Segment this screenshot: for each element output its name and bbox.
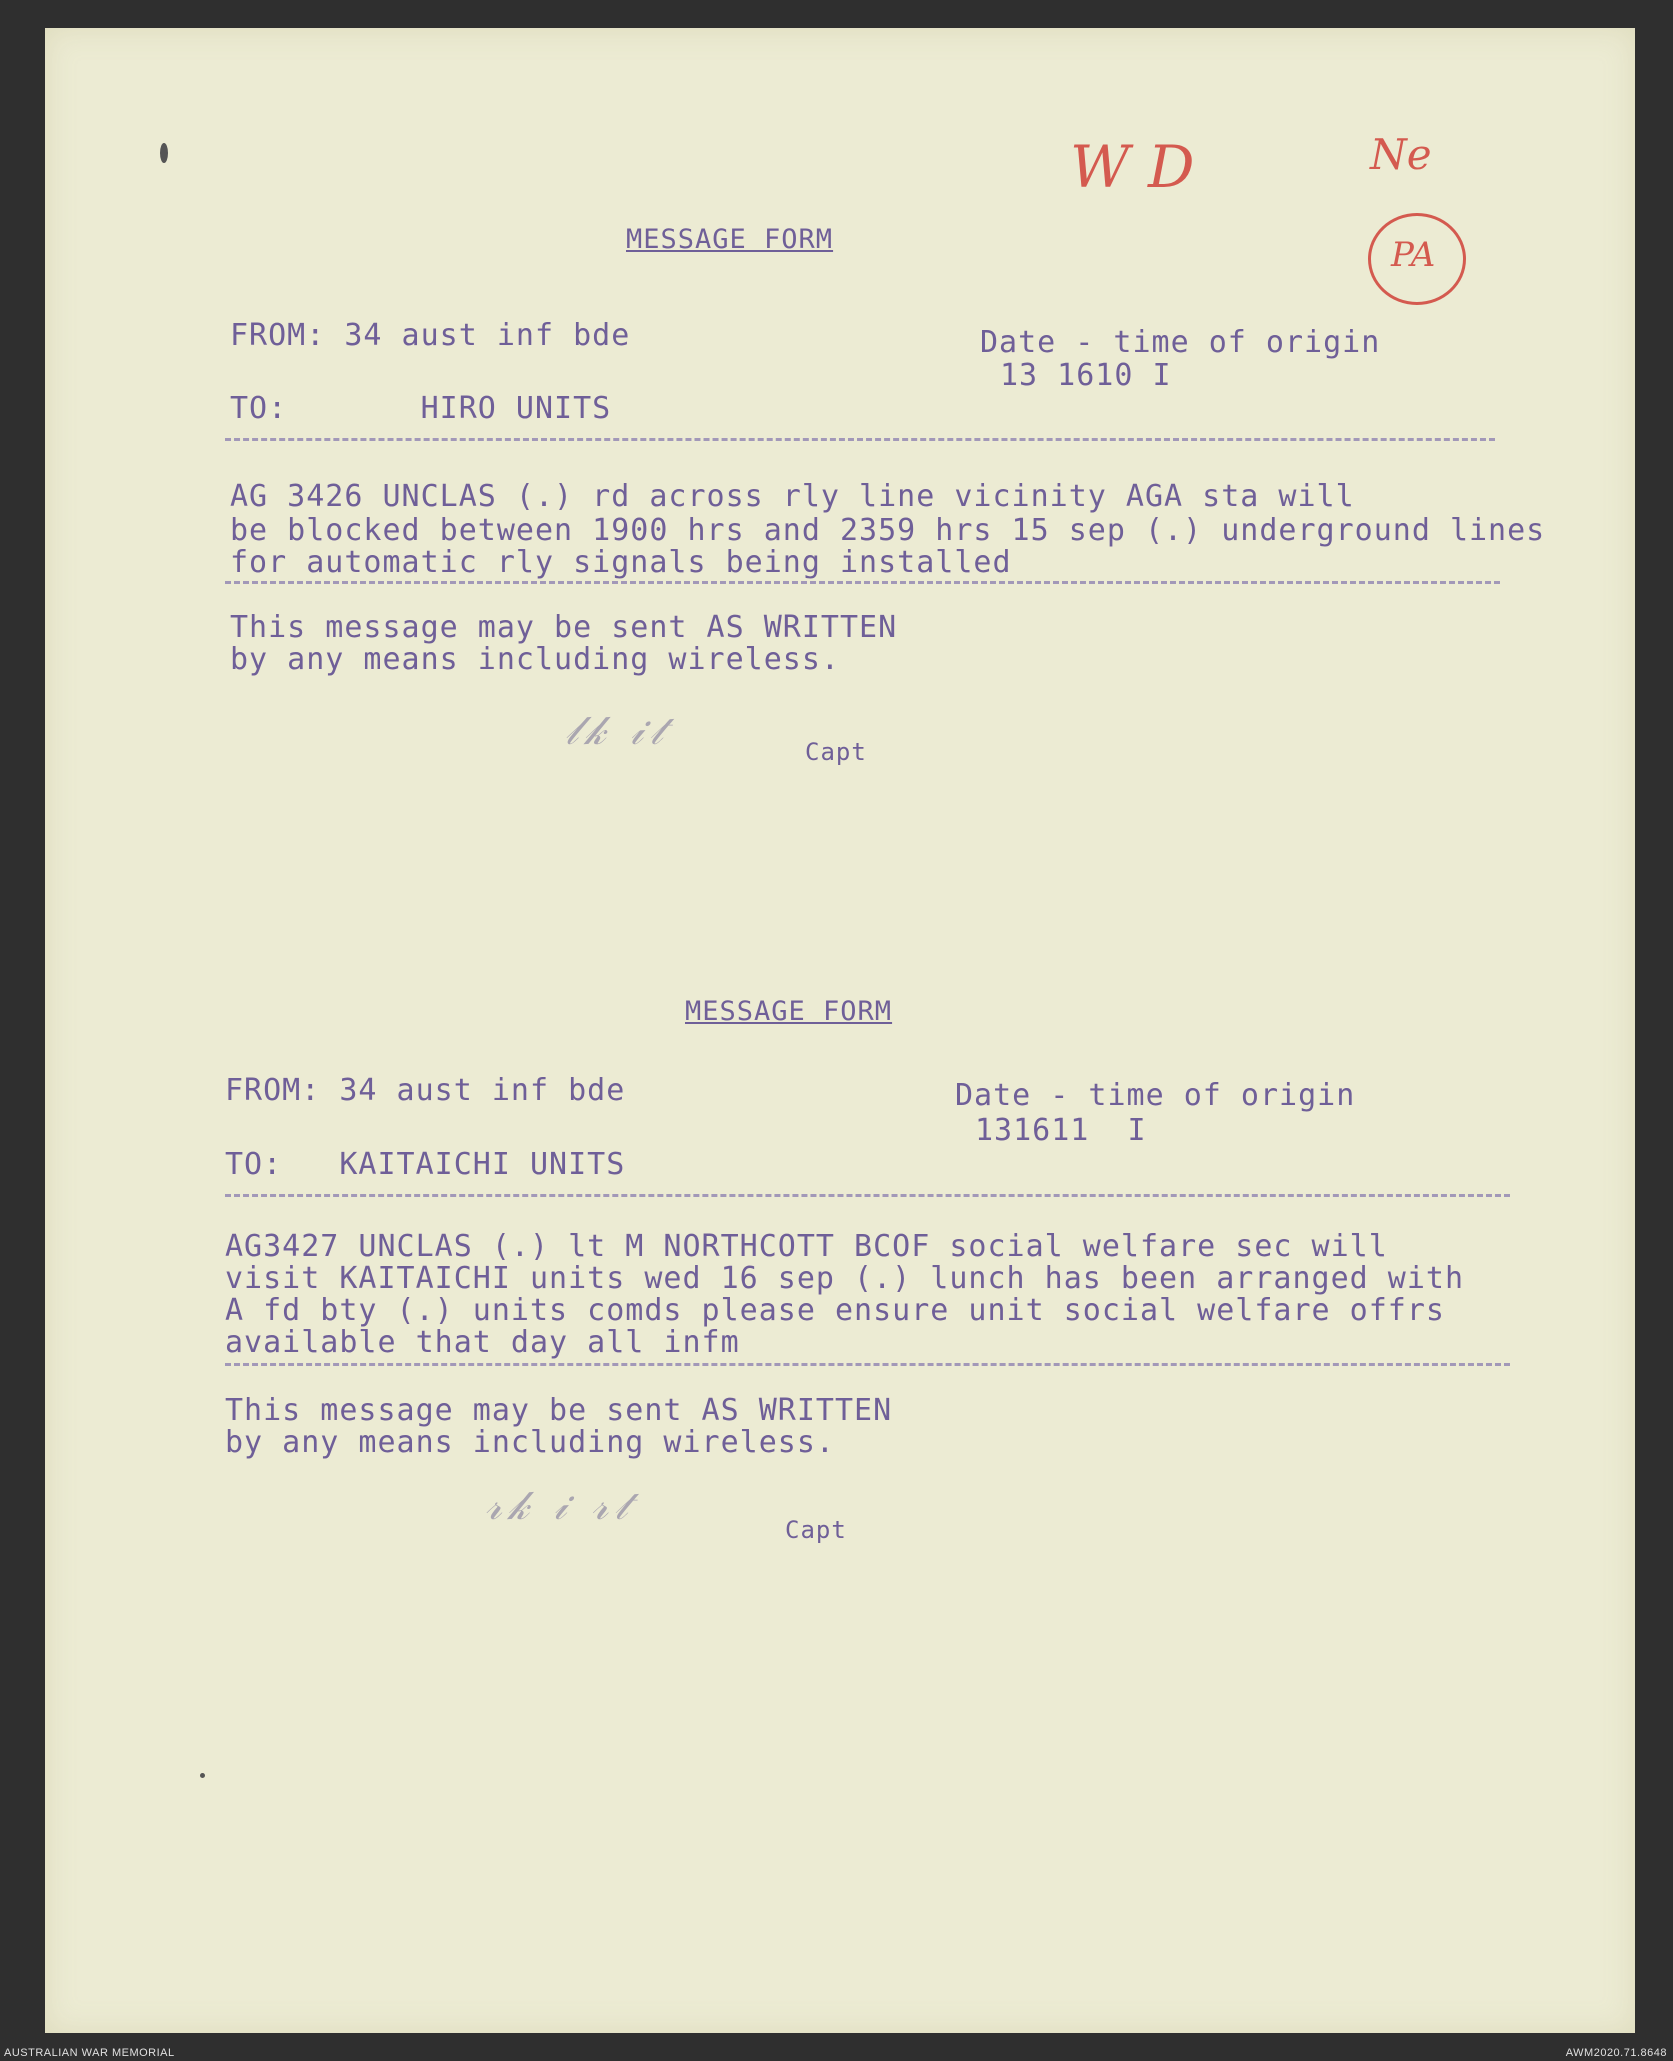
message-1-body-line-3: for automatic rly signals being installed (230, 545, 1012, 580)
message-1-signature-rank: Capt (805, 738, 867, 766)
message-1-date-value: 13 1610 I (1000, 358, 1172, 393)
message-2-note-line-2: by any means including wireless. (225, 1425, 835, 1460)
message-2-body-line-4: available that day all infm (225, 1325, 740, 1360)
message-1-to: TO: HIRO UNITS (230, 391, 612, 426)
annotation-initials: Ne (1370, 130, 1432, 179)
message-2-date-label: Date - time of origin (955, 1078, 1356, 1113)
message-2-signature-scrawl: 𝓇𝓀 𝒾 𝓇𝓉 (485, 1483, 634, 1529)
message-1-rule-top (225, 438, 1495, 441)
document-page (45, 28, 1635, 2033)
paper-speck (160, 143, 168, 163)
message-2-note-line-1: This message may be sent AS WRITTEN (225, 1393, 893, 1428)
message-2-body-line-1: AG3427 UNCLAS (.) lt M NORTHCOTT BCOF social welfare sec will (225, 1229, 1388, 1264)
paper-speck (200, 1773, 205, 1778)
message-2-date-value: 131611 I (975, 1113, 1147, 1148)
footer-institution: AUSTRALIAN WAR MEMORIAL (4, 2047, 175, 2059)
message-1-note-line-2: by any means including wireless. (230, 642, 840, 677)
annotation-wd: W D (1070, 133, 1195, 201)
message-1-body-line-2: be blocked between 1900 hrs and 2359 hrs 15 sep (.) underground lines (230, 513, 1546, 548)
message-1-signature-scrawl: 𝓁𝓀 𝒾𝓉 (565, 708, 669, 754)
message-2-signature-rank: Capt (785, 1516, 847, 1544)
message-2-body-line-3: A fd bty (.) units comds please ensure unit social welfare offrs (225, 1293, 1445, 1328)
message-2-from: FROM: 34 aust inf bde (225, 1073, 626, 1108)
message-2-to: TO: KAITAICHI UNITS (225, 1147, 626, 1182)
message-2-body-line-2: visit KAITAICHI units wed 16 sep (.) lunch has been arranged with (225, 1261, 1464, 1296)
message-1-note-line-1: This message may be sent AS WRITTEN (230, 610, 898, 645)
message-2-rule-top (225, 1194, 1510, 1197)
message-1-rule-bottom (225, 581, 1500, 584)
message-1-date-label: Date - time of origin (980, 325, 1381, 360)
message-1-title: MESSAGE FORM (626, 224, 834, 255)
annotation-pa: PA (1391, 235, 1436, 275)
message-1-body-line-1: AG 3426 UNCLAS (.) rd across rly line vicinity AGA sta will (230, 479, 1355, 514)
message-2-rule-bottom (225, 1363, 1510, 1366)
footer-accession-number: AWM2020.71.8648 (1565, 2047, 1667, 2059)
message-1-from: FROM: 34 aust inf bde (230, 318, 631, 353)
message-2-title: MESSAGE FORM (685, 996, 893, 1027)
